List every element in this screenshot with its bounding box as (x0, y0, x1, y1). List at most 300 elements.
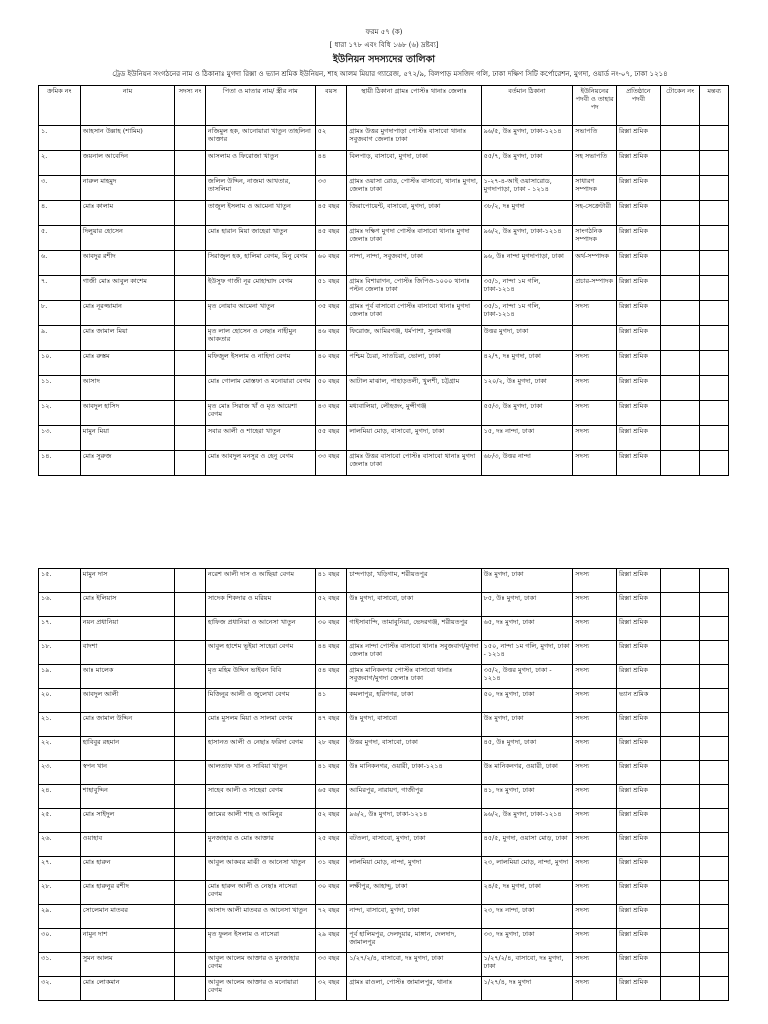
cell-serial: ২৭. (39, 857, 81, 881)
cell-age: ৬৫ বছর (315, 785, 347, 809)
cell-parents: সবার আলী ও শাহেরা খাতুন (205, 426, 315, 451)
cell-remarks (700, 689, 729, 713)
cell-member-no (175, 809, 206, 833)
cell-designation: রিক্সা শ্রমিক (616, 301, 660, 326)
cell-name: আবদুল হাসিদ (80, 401, 175, 426)
col-header-name: নাম (80, 86, 175, 126)
col-header-member-no: সদস্য নং (175, 86, 206, 126)
cell-age: ৫১ বছর (315, 276, 347, 301)
cell-age: ৩১ বছর (315, 857, 347, 881)
cell-serial: ১২. (39, 401, 81, 426)
cell-remarks (700, 251, 729, 276)
cell-parents: আসাদ আলী মাতবর ও আনেসা খাতুন (205, 905, 315, 929)
cell-remarks (700, 201, 729, 226)
cell-serial: ২১. (39, 713, 81, 737)
cell-union-post: সদস্য (573, 689, 617, 713)
cell-present-address: উঃ মুগদা, ঢাকা (481, 569, 573, 593)
cell-permanent-address: মধ্যবালিয়া, লৌহজং, মুন্সীগঞ্জ (347, 401, 481, 426)
cell-remarks (700, 929, 729, 953)
cell-name: নয়ন প্রধানিয়া (80, 617, 175, 641)
cell-present-address: ৫৫/৭, উঃ মুগদা, ঢাকা (481, 151, 573, 176)
cell-member-no (175, 617, 206, 641)
cell-name: মোঃ রুস্তম (80, 351, 175, 376)
cell-designation: ভ্যান শ্রমিক (616, 689, 660, 713)
cell-remarks (700, 665, 729, 689)
cell-permanent-address: গ্রামঃ বিশারাগন, পোস্টঃ জিপিও-১০০০ থানাঃ পল্টন জেলাঃ ঢাকা (347, 276, 481, 301)
cell-age: ৪৬ বছর (315, 326, 347, 351)
cell-name: দিলুয়ার হোসেন (80, 226, 175, 251)
cell-union-post (573, 326, 617, 351)
cell-token (660, 713, 700, 737)
cell-member-no (175, 276, 206, 301)
cell-permanent-address: বিলপাড়, বাসাবো, মুগদা, ঢাকা (347, 151, 481, 176)
cell-remarks (700, 953, 729, 977)
cell-parents: সাদেক শিকদার ও মরিয়ম (205, 593, 315, 617)
cell-serial: ১০. (39, 351, 81, 376)
cell-permanent-address: আমিরপুর, নারায়ণ, গাজীপুর (347, 785, 481, 809)
cell-token (660, 617, 700, 641)
table-row (39, 401, 729, 426)
cell-token (660, 326, 700, 351)
col-header-serial: ক্রমিক নং (39, 86, 81, 126)
cell-union-post: সদস্য (573, 737, 617, 761)
cell-present-address: ৫৫/৩, উঃ মুগদা, ঢাকা (481, 401, 573, 426)
cell-age: ৪৪ (315, 151, 347, 176)
cell-remarks (700, 641, 729, 665)
cell-serial: ২. (39, 151, 81, 176)
table-row (39, 761, 729, 785)
cell-remarks (700, 151, 729, 176)
cell-remarks (700, 809, 729, 833)
cell-designation: রিক্সা শ্রমিক (616, 737, 660, 761)
cell-remarks (700, 351, 729, 376)
cell-age: ৪৪ বছর (315, 641, 347, 665)
cell-parents: আবুল আকবর মাঝী ও আনেসা খাতুন (205, 857, 315, 881)
cell-parents: তাজুল ইসলাম ও আমেনা খাতুন (205, 201, 315, 226)
cell-age: ৫২ বছর (315, 809, 347, 833)
cell-remarks (700, 226, 729, 251)
cell-age: ৫০ বছর (315, 376, 347, 401)
cell-age: ৩৫ বছর (315, 301, 347, 326)
cell-designation: রিক্সা শ্রমিক (616, 376, 660, 401)
table-row (39, 929, 729, 953)
cell-permanent-address: গ্রামঃ রাওলা, পোস্টঃ জামালপুর, থানাঃ (347, 977, 481, 1001)
cell-serial: ২৬. (39, 833, 81, 857)
cell-member-no (175, 251, 206, 276)
cell-member-no (175, 641, 206, 665)
cell-designation: রিক্সা শ্রমিক (616, 929, 660, 953)
cell-age: ২৮ বছর (315, 737, 347, 761)
cell-union-post: সদস্য (573, 426, 617, 451)
cell-serial: ২৩. (39, 761, 81, 785)
cell-member-no (175, 351, 206, 376)
cell-remarks (700, 276, 729, 301)
cell-token (660, 126, 700, 151)
cell-permanent-address: নান্দা, নান্দা, সবুজবাগ, ঢাকা (347, 251, 481, 276)
cell-designation: রিক্সা শ্রমিক (616, 451, 660, 476)
cell-parents: মৃত মোঃ সিরাজ খাঁ ও মৃত আয়েশা বেগম (205, 401, 315, 426)
cell-token (660, 905, 700, 929)
cell-remarks (700, 713, 729, 737)
cell-parents: মোঃ আবদুল মনসুর ও হেনু বেগম (205, 451, 315, 476)
cell-union-post: সদস্য (573, 451, 617, 476)
table-row (39, 785, 729, 809)
cell-parents: আবুল হাশেম ভূইয়া সাহেরা বেগম (205, 641, 315, 665)
cell-permanent-address: গ্রামঃ ওয়াসা রোড, পোস্টঃ বাসাবো, থানাঃ মুগদা, জেলাঃ ঢাকা (347, 176, 481, 201)
cell-present-address: ৬৮/৩, উত্তর নান্দা (481, 451, 573, 476)
cell-token (660, 929, 700, 953)
cell-parents: মফিজুল ইসলাম ও নাহিদা বেগম (205, 351, 315, 376)
cell-member-no (175, 737, 206, 761)
cell-name: আহসান উল্লাহ (শামিম) (80, 126, 175, 151)
cell-designation: রিক্সা শ্রমিক (616, 713, 660, 737)
cell-serial: ৩১. (39, 953, 81, 977)
cell-union-post: সদস্য (573, 569, 617, 593)
cell-union-post: সহ-সেক্রেটারী (573, 201, 617, 226)
cell-permanent-address: উঃ মুগদা, বাসাবো (347, 713, 481, 737)
cell-remarks (700, 977, 729, 1001)
cell-permanent-address: গ্রামঃ পূর্ব বাসাবো পোস্টঃ বাসাবো থানাঃ মুগদা জেলাঃ ঢাকা (347, 301, 481, 326)
cell-designation: রিক্সা শ্রমিক (616, 426, 660, 451)
rule-reference: [ ধারা ১৭৮ এবং বিধি ১৬৮ (৬) দ্রষ্টব্য] (329, 41, 439, 49)
col-header-union-post: ইউনিয়নের পদবী ও তাহার পদ (573, 86, 617, 126)
cell-member-no (175, 176, 206, 201)
cell-name: নারুল মাহমুদ (80, 176, 175, 201)
cell-member-no (175, 713, 206, 737)
cell-present-address: ৩৫/১, নান্দা ১ম গলি, ঢাকা-১২১৪ (481, 276, 573, 301)
cell-union-post: সদস্য (573, 301, 617, 326)
cell-member-no (175, 977, 206, 1001)
cell-token (660, 737, 700, 761)
cell-name: শাহাবুদ্দিন (80, 785, 175, 809)
cell-permanent-address: পশ্চিম চৈরা, সাতচিরা, ভোলা, ঢাকা (347, 351, 481, 376)
cell-token (660, 857, 700, 881)
cell-union-post: সাধারণ সম্পাদক (573, 176, 617, 201)
table-row (39, 251, 729, 276)
cell-serial: ৮. (39, 301, 81, 326)
cell-parents: আসলাম ও ফিরোজা খাতুন (205, 151, 315, 176)
cell-token (660, 351, 700, 376)
cell-present-address: ৯৬/২, উঃ মুগদা, ঢাকা-১২১৪ (481, 809, 573, 833)
cell-name: বাদশা (80, 641, 175, 665)
cell-parents: মৃত ফুলন ইসলাম ও নাসেরা (205, 929, 315, 953)
cell-token (660, 401, 700, 426)
cell-union-post: সদস্য (573, 929, 617, 953)
cell-name: আঃ মালেক (80, 665, 175, 689)
cell-serial: ৪. (39, 201, 81, 226)
cell-union-post: সহ সভাপতি (573, 151, 617, 176)
union-address: ট্রেড ইউনিয়ন সংগঠনের নাম ও ঠিকানাঃ মুগদা রিক্সা ও ভ্যান শ্রমিক ইউনিয়ন, শাহ আলম মিয়ার গ্যারেজ, ৫৭২/৯, বিলপাড় মসজিদ গলি, ঢাকা দক্ষিণ সিটি কর্পোরেশন, মুগদা, ওয়ার্ড নং-০৭, ঢাকা ১২১৪ (112, 70, 668, 78)
cell-present-address: ৫০, দঃ মুগদা, ঢাকা (481, 689, 573, 713)
cell-parents: মৃত নোয়াব আমেনা খাতুন (205, 301, 315, 326)
cell-age: ৪৭ বছর (315, 713, 347, 737)
table-row (39, 569, 729, 593)
cell-parents: মোঃ মুসলম মিয়া ও সালমা বেগম (205, 713, 315, 737)
cell-token (660, 881, 700, 905)
col-header-age: বয়স (315, 86, 347, 126)
members-table-page1 (38, 85, 729, 476)
cell-designation: রিক্সা শ্রমিক (616, 201, 660, 226)
cell-name: মোঃ নূরজ্জামান (80, 301, 175, 326)
cell-permanent-address: উঃ মানিকনগর, ওয়ারী, ঢাকা-১২১৪ (347, 761, 481, 785)
cell-union-post: সদস্য (573, 833, 617, 857)
cell-union-post: সদস্য (573, 593, 617, 617)
cell-designation: রিক্সা শ্রমিক (616, 761, 660, 785)
cell-parents: মুনজাহার ও মোঃ আক্তার (205, 833, 315, 857)
cell-designation: রিক্সা শ্রমিক (616, 351, 660, 376)
page-title: ইউনিয়ন সদস্যদের তালিকা (332, 54, 436, 65)
cell-present-address: ৩৫/১, নান্দা ১ম গলি, ঢাকা-১২১৪ (481, 301, 573, 326)
cell-permanent-address: ৯৬/২, উঃ মুগদা, ঢাকা-১২১৪ (347, 809, 481, 833)
table-row (39, 426, 729, 451)
cell-member-no (175, 785, 206, 809)
cell-parents: সাহেব আলী ও সাহেরা বেগম (205, 785, 315, 809)
cell-token (660, 176, 700, 201)
cell-name: মোঃ কালাম (80, 201, 175, 226)
cell-permanent-address: গ্রামঃ উত্তর মুগদাপাড়া পোস্টঃ বাসাবো থানাঃ সবুজবাগ জেলাঃ ঢাকা (347, 126, 481, 151)
cell-permanent-address: ফিরোজ, আমিরগঞ্জ, ধর্মপাশা, সুনামগঞ্জ (347, 326, 481, 351)
cell-remarks (700, 593, 729, 617)
cell-union-post: সদস্য (573, 905, 617, 929)
cell-member-no (175, 326, 206, 351)
cell-name: মোঃ ইলিয়াস (80, 593, 175, 617)
cell-serial: ৩০. (39, 929, 81, 953)
cell-serial: ১১. (39, 376, 81, 401)
cell-parents: সিরাজুল হক, হালিমা বেগম, মিনু বেগম (205, 251, 315, 276)
cell-present-address: ৮৫, উঃ মুগদা, ঢাকা (481, 593, 573, 617)
table-row (39, 857, 729, 881)
cell-token (660, 226, 700, 251)
cell-union-post: সদস্য (573, 761, 617, 785)
cell-serial: ২৪. (39, 785, 81, 809)
cell-permanent-address: গ্রামঃ মানিকনগর পোস্টঃ বাসাবো থানাঃ সবুজবাগ/মুগদা জেলাঃ ঢাকা (347, 665, 481, 689)
cell-designation: রিক্সা শ্রমিক (616, 785, 660, 809)
cell-member-no (175, 857, 206, 881)
cell-permanent-address: কমলাপুর, হরিণগর, ঢাকা (347, 689, 481, 713)
cell-present-address: ১-২৭-৪-আই ওয়াসারোড, মুগদাপাড়া, ঢাকা - ১২১৪ (481, 176, 573, 201)
cell-permanent-address: উত্তর মুগদা, বাসাবো, ঢাকা (347, 737, 481, 761)
cell-union-post: সদস্য (573, 977, 617, 1001)
cell-permanent-address: পূর্ব হালিমপুর, দেলদুয়ার, মাঙ্গান, দেলদাদ, জামালপুর (347, 929, 481, 953)
cell-parents: ইউসুফ গাজী নূর মোহাম্মাদ বেগম (205, 276, 315, 301)
cell-serial: ৩২. (39, 977, 81, 1001)
cell-present-address: ৪৫, উঃ মুগদা, ঢাকা (481, 737, 573, 761)
cell-union-post: সদস্য (573, 809, 617, 833)
cell-parents: জলিল উদ্দিন, নাজমা আখতার, তাসলিমা (205, 176, 315, 201)
cell-member-no (175, 689, 206, 713)
cell-token (660, 785, 700, 809)
col-header-present-address: বর্তমান ঠিকানা (481, 86, 573, 126)
cell-age: ৫২ (315, 126, 347, 151)
cell-token (660, 451, 700, 476)
cell-member-no (175, 665, 206, 689)
cell-serial: ৭. (39, 276, 81, 301)
cell-present-address: ৬৫, দঃ মুগদা, ঢাকা (481, 617, 573, 641)
cell-token (660, 665, 700, 689)
cell-token (660, 809, 700, 833)
form-number: ফরম ৫৭ (ক) (365, 28, 403, 36)
cell-union-post: অর্থ-সম্পাদক (573, 251, 617, 276)
cell-member-no (175, 905, 206, 929)
cell-permanent-address: নান্দা, বাসাবো, মুগদা, ঢাকা (347, 905, 481, 929)
cell-remarks (700, 426, 729, 451)
cell-designation: রিক্সা শ্রমিক (616, 176, 660, 201)
cell-serial: ৬. (39, 251, 81, 276)
cell-member-no (175, 953, 206, 977)
cell-token (660, 201, 700, 226)
cell-serial: ২৫. (39, 809, 81, 833)
cell-age: ৩৩ (315, 176, 347, 201)
cell-member-no (175, 451, 206, 476)
cell-permanent-address: বটতলা, বাসাবো, মুগদা, ঢাকা (347, 833, 481, 857)
cell-designation: রিক্সা শ্রমিক (616, 617, 660, 641)
cell-serial: ৯. (39, 326, 81, 351)
cell-name: মামুন মিয়া (80, 426, 175, 451)
cell-age: ৫২ বছর (315, 593, 347, 617)
table-row (39, 833, 729, 857)
cell-age: ৪০ বছর (315, 351, 347, 376)
cell-remarks (700, 451, 729, 476)
cell-serial: ১৫. (39, 569, 81, 593)
col-header-permanent-address: স্থায়ী ঠিকানা গ্রামঃ পোস্টঃ থানাঃ জেলাঃ (347, 86, 481, 126)
cell-member-no (175, 929, 206, 953)
cell-name: আবদুর রশীদ (80, 251, 175, 276)
cell-name: মোঃ সাইদুল (80, 809, 175, 833)
cell-permanent-address: লক্ষীপুর, আহাদ্দু, ঢাকা (347, 881, 481, 905)
table-row (39, 326, 729, 351)
cell-designation: রিক্সা শ্রমিক (616, 401, 660, 426)
cell-union-post: সদস্য (573, 881, 617, 905)
cell-token (660, 977, 700, 1001)
table-row (39, 376, 729, 401)
cell-parents: মিজিনুর আলী ও জুলেখা বেগম (205, 689, 315, 713)
cell-designation: রিক্সা শ্রমিক (616, 276, 660, 301)
cell-name: মোঃ সুরুজ (80, 451, 175, 476)
cell-remarks (700, 761, 729, 785)
cell-name: মোঃ জামাল উদ্দিন (80, 713, 175, 737)
cell-member-no (175, 761, 206, 785)
cell-token (660, 953, 700, 977)
col-header-parents: পিতা ও মাতার নাম/ স্ত্রীর নাম (205, 86, 315, 126)
cell-serial: ২২. (39, 737, 81, 761)
cell-serial: ১৭. (39, 617, 81, 641)
cell-token (660, 689, 700, 713)
cell-remarks (700, 376, 729, 401)
cell-remarks (700, 785, 729, 809)
cell-member-no (175, 881, 206, 905)
cell-age: ৭২ বছর (315, 905, 347, 929)
table-row (39, 301, 729, 326)
cell-age: ৬০ বছর (315, 251, 347, 276)
cell-member-no (175, 201, 206, 226)
cell-union-post: সদস্য (573, 351, 617, 376)
cell-parents: আবুল আলেম আক্তার ও মুনজাহার বেগম (205, 953, 315, 977)
cell-present-address: উত্তর মুগদা, ঢাকা (481, 326, 573, 351)
cell-designation: রিক্সা শ্রমিক (616, 126, 660, 151)
cell-present-address: ২৩, লালমিয়া মোড়, নান্দা, মুগদা (481, 857, 573, 881)
cell-name: স্বপন খান (80, 761, 175, 785)
cell-present-address: ১২০/২, উঃ মুগদা, ঢাকা (481, 376, 573, 401)
cell-present-address: ৩৩, দঃ মুগদা, ঢাকা (481, 929, 573, 953)
cell-age: ৪১ (315, 689, 347, 713)
cell-token (660, 301, 700, 326)
cell-remarks (700, 176, 729, 201)
cell-remarks (700, 857, 729, 881)
cell-age: ৩০ বছর (315, 881, 347, 905)
cell-member-no (175, 401, 206, 426)
cell-age: ৩০ বছর (315, 617, 347, 641)
cell-present-address: ৩৮/২, দঃ মুগদা (481, 201, 573, 226)
cell-remarks (700, 617, 729, 641)
cell-present-address: ১৫, দঃ নান্দা, ঢাকা (481, 426, 573, 451)
cell-permanent-address: গ্রামঃ দক্ষিণ মুগদা পোস্টঃ বাসাবো থানাঃ মুগদা জেলাঃ ঢাকা (347, 226, 481, 251)
cell-permanent-address: গ্রামঃ নান্দা পোস্টঃ বাসাবো থানাঃ সবুজবাগ/মুগদা জেলাঃ ঢাকা (347, 641, 481, 665)
cell-union-post: সাংগঠনিক সম্পাদক (573, 226, 617, 251)
cell-parents: নরেশ আলী দাস ও আছিয়া বেগম (205, 569, 315, 593)
cell-remarks (700, 301, 729, 326)
cell-union-post: সদস্য (573, 641, 617, 665)
table-row (39, 881, 729, 905)
table-row (39, 737, 729, 761)
cell-permanent-address: জিরাপোয়েন্ট, বাসাবো, মুগদা, ঢাকা (347, 201, 481, 226)
cell-designation: রিক্সা শ্রমিক (616, 833, 660, 857)
cell-serial: ১৩. (39, 426, 81, 451)
cell-member-no (175, 376, 206, 401)
cell-token (660, 761, 700, 785)
cell-age: ৪৫ বছর (315, 226, 347, 251)
cell-name: আসাদ (80, 376, 175, 401)
cell-present-address: ১৫০, নান্দা ১ম গলি, মুগদা, ঢাকা - ১২১৪ (481, 641, 573, 665)
cell-member-no (175, 226, 206, 251)
cell-designation: রিক্সা শ্রমিক (616, 151, 660, 176)
cell-parents: মৃত মহিম উদ্দিন ভাইবন বিবি (205, 665, 315, 689)
table-row (39, 953, 729, 977)
cell-token (660, 833, 700, 857)
cell-designation: রিক্সা শ্রমিক (616, 881, 660, 905)
col-header-remarks: মন্তব্য (700, 86, 729, 126)
cell-permanent-address: গাইসাবান্দি, তামাবুনিয়া, ভেদরগঞ্জ, শরীয়তপুর (347, 617, 481, 641)
table-row (39, 905, 729, 929)
cell-designation: রিক্সা শ্রমিক (616, 953, 660, 977)
table-row (39, 665, 729, 689)
table-row (39, 226, 729, 251)
cell-member-no (175, 301, 206, 326)
cell-present-address: ৪১, দঃ মুগদা, ঢাকা (481, 785, 573, 809)
cell-parents: আলতাফ খান ও সাবিয়া খাতুন (205, 761, 315, 785)
cell-present-address: ৯৬, উঃ নান্দা মুগদাপাড়া, ঢাকা (481, 251, 573, 276)
cell-union-post: প্রচার-সম্পাদক (573, 276, 617, 301)
cell-designation: রিক্সা শ্রমিক (616, 326, 660, 351)
cell-member-no (175, 569, 206, 593)
cell-serial: ১৬. (39, 593, 81, 617)
cell-age: ৩৩ বছর (315, 953, 347, 977)
cell-permanent-address: গ্রামঃ উত্তর বাসাবো পোস্টঃ বাসাবো থানাঃ মুগদা জেলাঃ ঢাকা (347, 451, 481, 476)
table-row (39, 176, 729, 201)
cell-serial: ১৮. (39, 641, 81, 665)
cell-name: জয়নাল আবেদিন (80, 151, 175, 176)
cell-age: ৫৫ বছর (315, 426, 347, 451)
cell-designation: রিক্সা শ্রমিক (616, 251, 660, 276)
cell-present-address: উঃ মুগদা, ঢাকা (481, 713, 573, 737)
table-row (39, 809, 729, 833)
cell-union-post: সদস্য (573, 857, 617, 881)
cell-member-no (175, 833, 206, 857)
cell-token (660, 593, 700, 617)
cell-designation: রিক্সা শ্রমিক (616, 665, 660, 689)
cell-union-post: সদস্য (573, 953, 617, 977)
cell-member-no (175, 426, 206, 451)
cell-age: ৪৩ বছর (315, 401, 347, 426)
